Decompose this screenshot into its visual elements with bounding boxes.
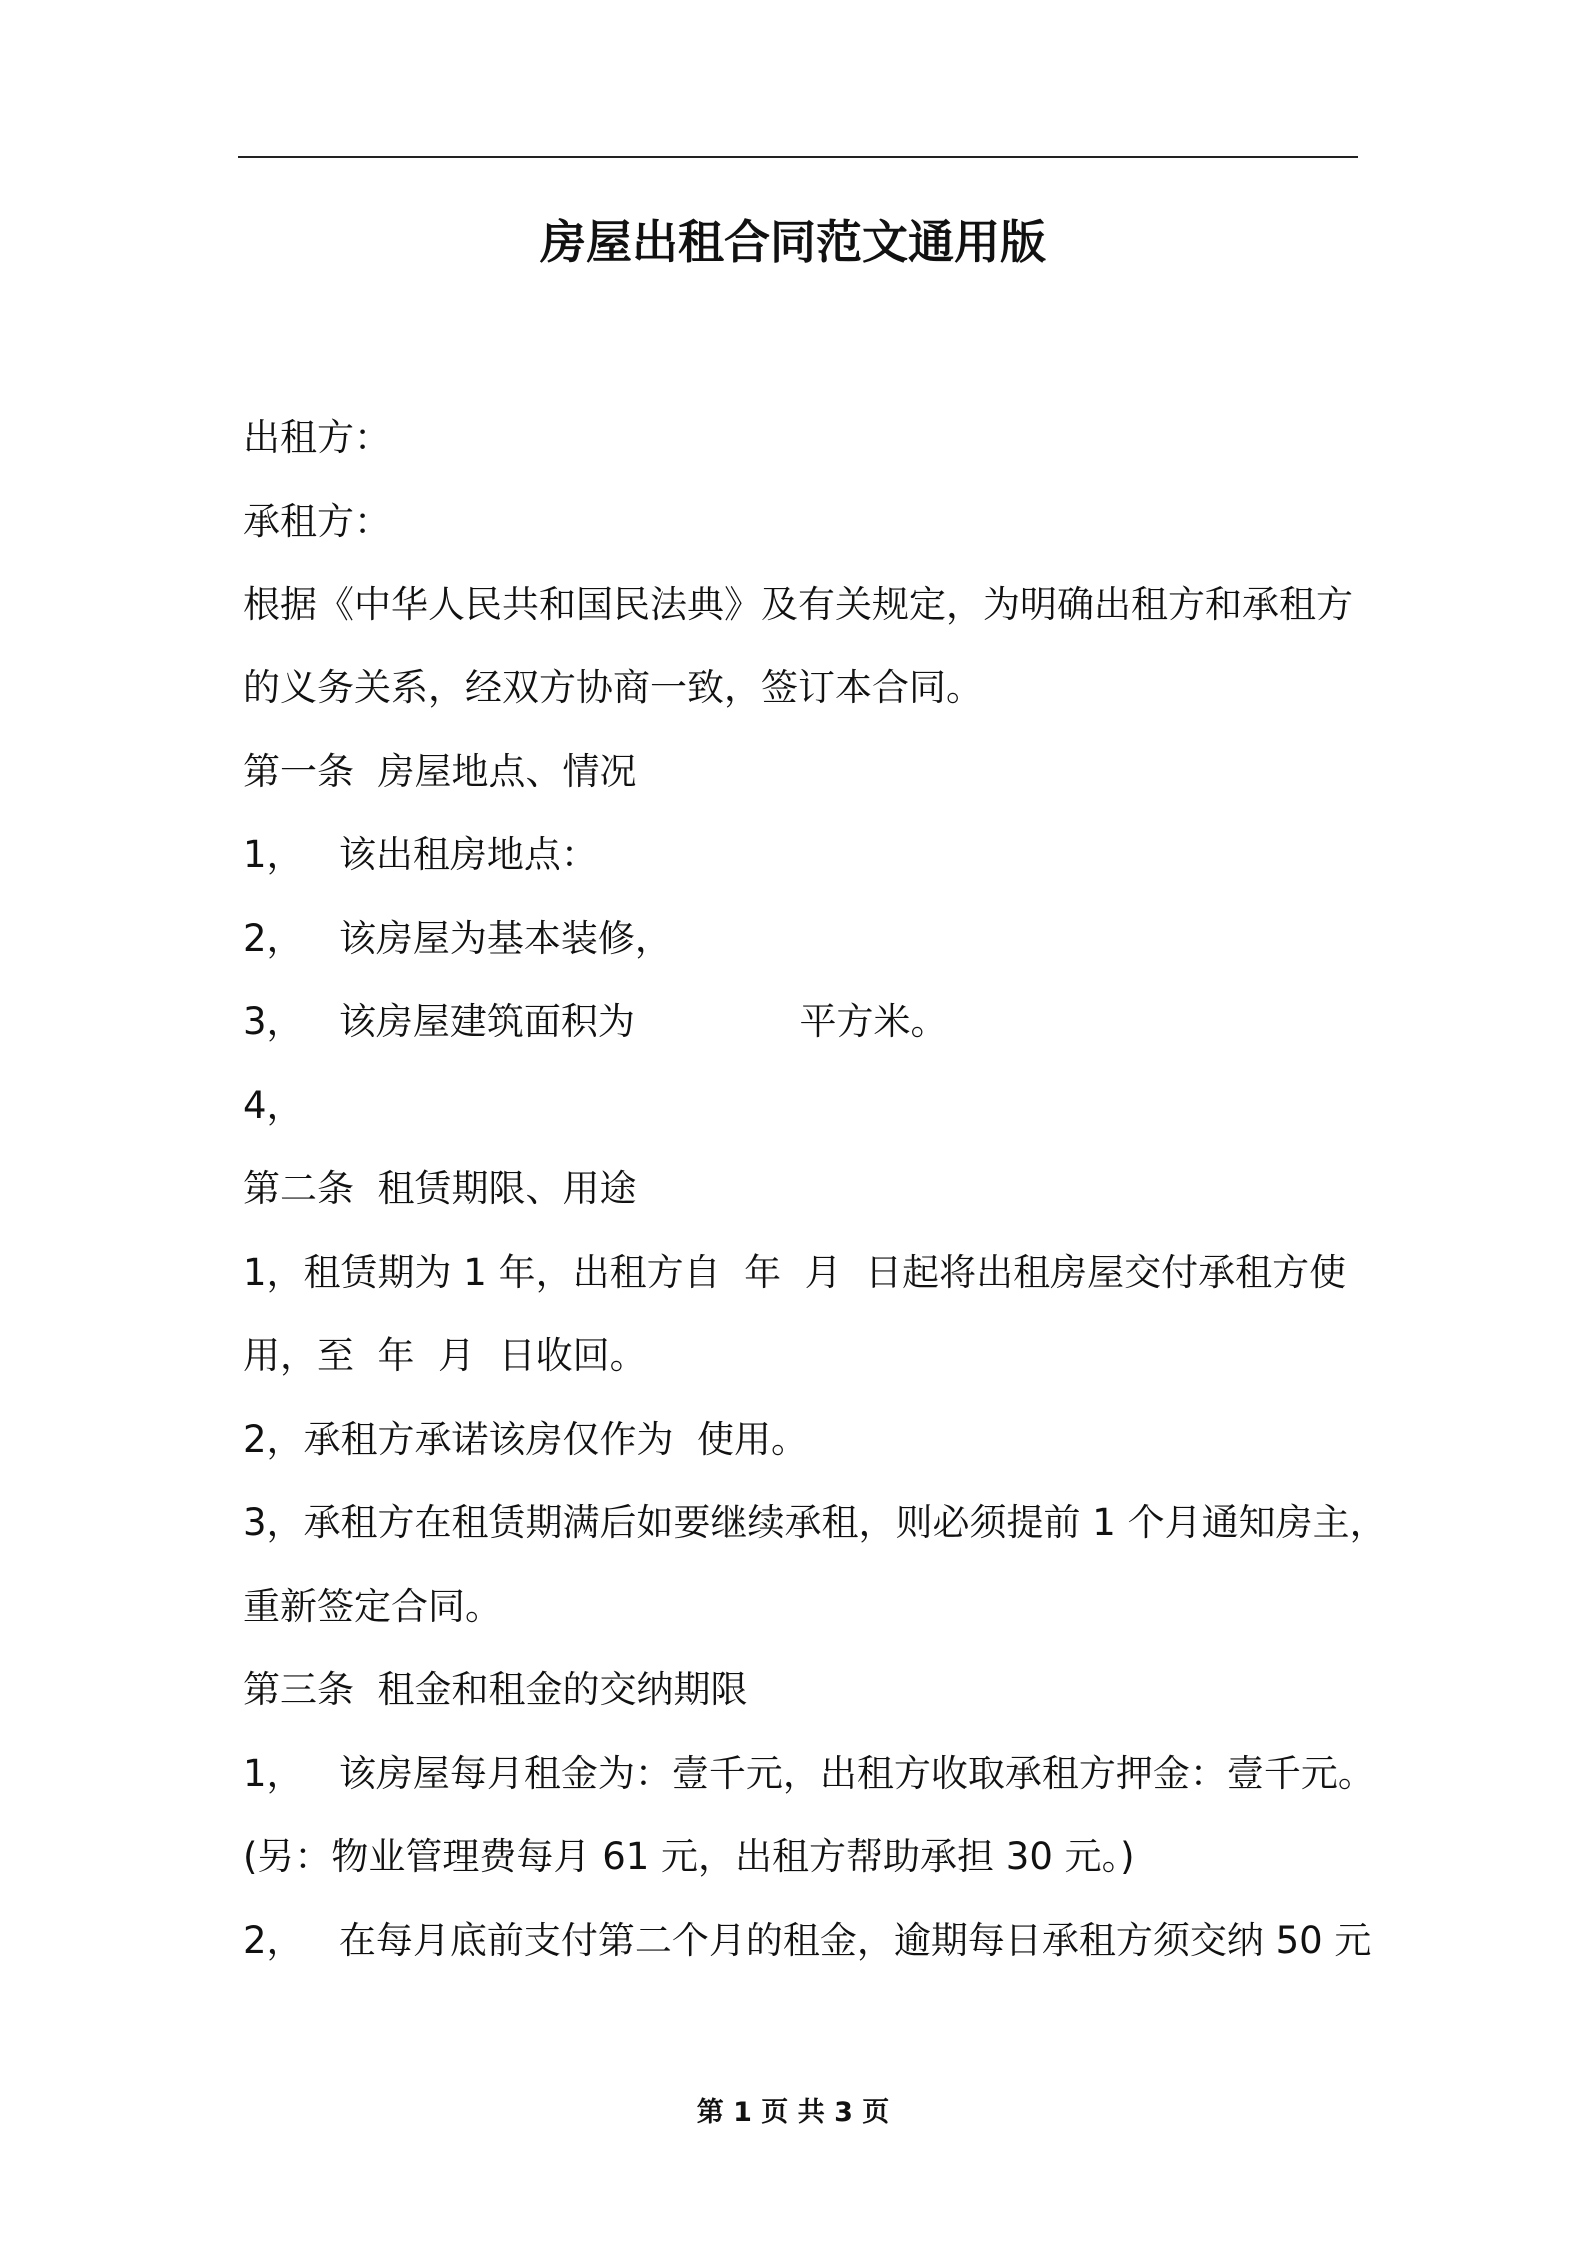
article-1-heading: 第一条 房屋地点、情况 — [243, 750, 637, 793]
header-rule — [238, 156, 1358, 158]
preamble-line-2: 的义务关系，经双方协商一致，签订本合同。 — [243, 666, 983, 709]
article-3-item-1: 1， 该房屋每月租金为：壹千元，出租方收取承租方押金：壹千元。 — [243, 1752, 1375, 1795]
article-3-item-2: 2， 在每月底前支付第二个月的租金，逾期每日承租方须交纳 50 元 — [243, 1919, 1372, 1962]
article-2-heading: 第二条 租赁期限、用途 — [243, 1167, 637, 1210]
article-2-item-2: 2，承租方承诺该房仅作为 使用。 — [243, 1418, 809, 1461]
article-1-item-4: 4， — [243, 1084, 304, 1127]
article-2-item-1-line-2: 用，至 年 月 日收回。 — [243, 1334, 647, 1377]
lessor-line: 出租方： — [243, 416, 391, 459]
page-number-footer: 第 1 页 共 3 页 — [696, 2097, 890, 2128]
article-1-item-3: 3， 该房屋建筑面积为 平方米。 — [243, 1000, 948, 1043]
document-title: 房屋出租合同范文通用版 — [540, 215, 1046, 269]
article-2-item-3-line-1: 3，承租方在租赁期满后如要继续承租，则必须提前 1 个月通知房主， — [243, 1501, 1387, 1544]
article-3-note: (另：物业管理费每月 61 元，出租方帮助承担 30 元。) — [243, 1835, 1135, 1878]
article-1-item-2: 2， 该房屋为基本装修， — [243, 917, 672, 960]
lessee-line: 承租方： — [243, 500, 391, 543]
article-1-item-1: 1， 该出租房地点： — [243, 833, 598, 876]
preamble-line-1: 根据《中华人民共和国民法典》及有关规定，为明确出租方和承租方 — [243, 583, 1353, 626]
article-2-item-3-line-2: 重新签定合同。 — [243, 1585, 502, 1628]
article-2-item-1-line-1: 1，租赁期为 1 年，出租方自 年 月 日起将出租房屋交付承租方使 — [243, 1251, 1347, 1294]
article-3-heading: 第三条 租金和租金的交纳期限 — [243, 1668, 748, 1711]
